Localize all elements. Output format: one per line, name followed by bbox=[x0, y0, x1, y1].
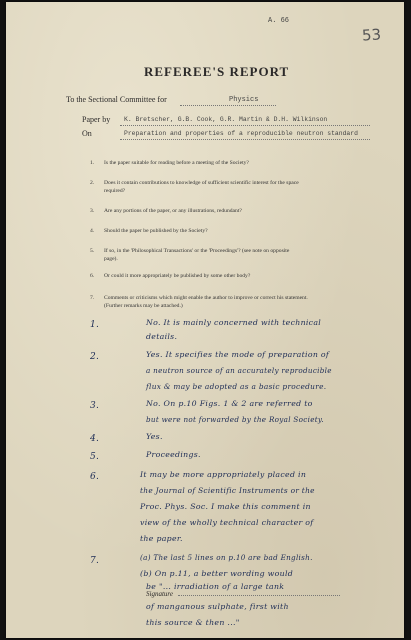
answer-2-number: 2. bbox=[90, 352, 100, 362]
signature-line bbox=[178, 595, 340, 596]
answer-7-number: 7. bbox=[90, 556, 100, 566]
answer-2-line-1: Yes. It specifies the mode of preparation of bbox=[146, 350, 330, 359]
answer-4-line-1: Yes. bbox=[146, 432, 163, 441]
paper-by-line bbox=[120, 125, 370, 126]
answer-6-line-1: It may be more appropriately placed in bbox=[140, 470, 307, 479]
paper-by-label: Paper by bbox=[82, 115, 111, 124]
answer-1-number: 1. bbox=[90, 320, 100, 330]
on-line bbox=[120, 139, 370, 140]
answer-3-number: 3. bbox=[90, 401, 100, 411]
report-sheet: 53 A. 66 REFEREE'S REPORT To the Sectional Committee for Physics Paper by K. Bretscher, G.B. Cook, G.R. Martin & D.H. Wilkinson On Preparation and properties of a reproducible neutron standard 1. Is the paper suitable for reading before a meeting of the Society? 2. Does it contain contributions to knowledge of sufficient scientific interest for the space required? 3. Are any portions of the paper, or any illustrations, redundant? 4. Should the paper be published by the Society? 5. If so, in the 'Philosophical Transactions' or the 'Proceedings'? (see note on opposite page). 6. Or could it more appropriately be published by some other body? 7. Comments or criticisms which might enable the author to improve or correct his statement. (Further remarks may be attached.) 1. No. It is mainly concerned with technical details. 2. Yes. It specifies the mode of preparation of a neutron source of an accurately reproducible flux & may be adopted as a basic procedure. 3. No. On p.10 Figs. 1 & 2 are referred to but were not forwarded by the Royal Society. 4. Yes. 5. Proceedings. 6. It may be more appropriately placed in the Journal of Scientific Instruments or the Proc. Phys. Soc. I make this comment in view of the wholly technical character of the paper. 7. (a) The last 5 lines on p.10 are bad English. (b) On p.11, a better wording would be "... irradiation of a large tank Signature of manganous sulphate, first with this source & then ..." bbox=[6, 2, 404, 638]
answer-3-line-1: No. On p.10 Figs. 1 & 2 are referred to bbox=[146, 399, 313, 408]
page-title: REFEREE'S REPORT bbox=[144, 64, 290, 79]
answer-6-line-3: Proc. Phys. Soc. I make this comment in bbox=[140, 502, 311, 511]
answer-7-line-1: (a) The last 5 lines on p.10 are bad English. bbox=[140, 553, 313, 562]
to-committee-label: To the Sectional Committee for bbox=[66, 95, 167, 104]
answer-6-line-2: the Journal of Scientific Instruments or the bbox=[140, 486, 315, 495]
on-label: On bbox=[82, 129, 92, 138]
to-committee-value: Physics bbox=[229, 96, 259, 104]
answer-6-line-5: the paper. bbox=[140, 534, 183, 543]
form-reference: A. 66 bbox=[268, 17, 290, 25]
answer-1-line-2: details. bbox=[146, 332, 178, 341]
answer-4-number: 4. bbox=[90, 434, 100, 444]
paper-by-value: K. Bretscher, G.B. Cook, G.R. Martin & D.H. Wilkinson bbox=[124, 116, 328, 123]
answer-7-line-5: this source & then ..." bbox=[146, 618, 240, 627]
answer-5-number: 5. bbox=[90, 452, 100, 462]
answer-3-line-2: but were not forwarded by the Royal Society. bbox=[146, 415, 324, 424]
signature-label: Signature bbox=[146, 590, 173, 598]
answer-7-line-2: (b) On p.11, a better wording would bbox=[140, 569, 294, 578]
on-value: Preparation and properties of a reproducible neutron standard bbox=[124, 130, 358, 137]
to-committee-line bbox=[180, 105, 276, 106]
answer-2-line-3: flux & may be adopted as a basic procedure. bbox=[146, 382, 327, 391]
answer-6-line-4: view of the wholly technical character of bbox=[140, 518, 314, 527]
answer-6-number: 6. bbox=[90, 472, 100, 482]
answer-5-line-1: Proceedings. bbox=[146, 450, 201, 459]
answer-7-line-3: be "... irradiation of a large tank bbox=[146, 582, 285, 591]
answer-7-line-4: of manganous sulphate, first with bbox=[146, 602, 289, 611]
answer-2-line-2: a neutron source of an accurately reproducible bbox=[146, 366, 332, 375]
answer-1-line-1: No. It is mainly concerned with technical bbox=[146, 318, 322, 327]
page-number: 53 bbox=[361, 25, 382, 45]
